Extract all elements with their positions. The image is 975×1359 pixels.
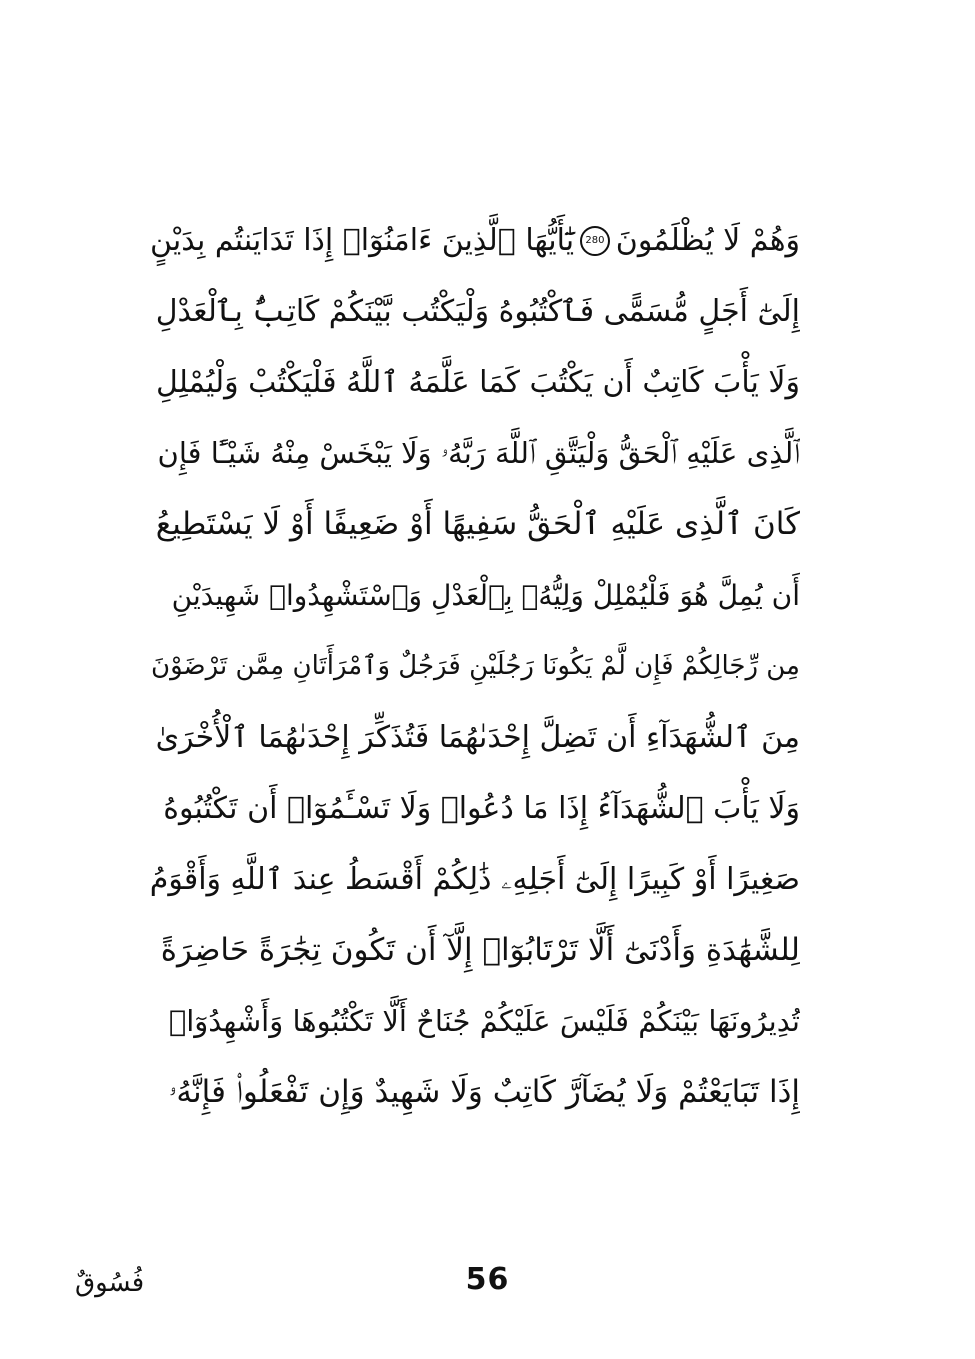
text-line-2-text: إِلَىٰٓ أَجَلٍ مُّسَمًّى فَٱكْتُبُوهُ وَلْيَكْتُب بَّيْنَكُمْ كَاتِبٌۢ بِٱلْعَدْلِ bbox=[155, 294, 800, 329]
text-line-3 bbox=[150, 347, 800, 418]
text-line-1-start: وَهُمْ لَا يُظْلَمُونَ bbox=[615, 223, 800, 258]
text-line-10 bbox=[150, 844, 800, 915]
text-line-7 bbox=[150, 631, 800, 702]
text-line-6 bbox=[150, 560, 800, 631]
text-line-5 bbox=[150, 489, 800, 560]
catchword: فُسُوقٌ bbox=[75, 1268, 145, 1298]
text-line-5-text: كَانَ ٱلَّذِى عَلَيْهِ ٱلْحَقُّ سَفِيهًا أَوْ ضَعِيفًا أَوْ لَا يَسْتَطِيعُ bbox=[155, 506, 800, 542]
text-line-9 bbox=[150, 773, 800, 844]
text-line-9-text: وَلَا يَأْبَ ٱلشُّهَدَآءُ إِذَا مَا دُعُوا۟ وَلَا تَسْـَٔمُوٓا۟ أَن تَكْتُبُوهُ bbox=[163, 791, 800, 826]
text-line-11 bbox=[150, 915, 800, 986]
text-line-8-text: مِنَ ٱلشُّهَدَآءِ أَن تَضِلَّ إِحْدَىٰهُمَا فَتُذَكِّرَ إِحْدَىٰهُمَا ٱلْأُخْرَىٰ bbox=[155, 720, 800, 755]
text-line-3-text: وَلَا يَأْبَ كَاتِبٌ أَن يَكْتُبَ كَمَا عَلَّمَهُ ٱللَّهُ فَلْيَكْتُبْ وَلْيُمْلِلِ bbox=[155, 365, 800, 400]
page-number: 56 bbox=[465, 1262, 510, 1297]
text-line-6-text: أَن يُمِلَّ هُوَ فَلْيُمْلِلْ وَلِيُّهُۥ بِٱلْعَدْلِ وَٱسْتَشْهِدُوا۟ شَهِيدَيْنِ bbox=[171, 579, 800, 612]
text-line-11-text: لِلشَّهَٰدَةِ وَأَدْنَىٰٓ أَلَّا تَرْتَابُوٓا۟ إِلَّآ أَن تَكُونَ تِجَٰرَةً حَاضِرَةً bbox=[160, 932, 800, 968]
text-line-1 bbox=[150, 205, 800, 276]
text-line-1-end: يَٰٓأَيُّهَا ٱلَّذِينَ ءَامَنُوٓا۟ إِذَا تَدَايَنتُم بِدَيْنٍ bbox=[150, 223, 575, 258]
text-line-4-text: ٱلَّذِى عَلَيْهِ ٱلْحَقُّ وَلْيَتَّقِ ٱللَّهَ رَبَّهُۥ وَلَا يَبْخَسْ مِنْهُ شَيْـًٔا فَإِن bbox=[157, 436, 800, 470]
text-line-13-text: إِذَا تَبَايَعْتُمْ وَلَا يُضَآرَّ كَاتِبٌ وَلَا شَهِيدٌ وَإِن تَفْعَلُوا۟ فَإِنَّهُۥ bbox=[168, 1074, 800, 1110]
text-line-13 bbox=[150, 1057, 800, 1128]
text-line-12 bbox=[150, 986, 800, 1057]
text-line-10-text: صَغِيرًا أَوْ كَبِيرًا إِلَىٰٓ أَجَلِهِۦ ذَٰلِكُمْ أَقْسَطُ عِندَ ٱللَّهِ وَأَقْوَمُ bbox=[150, 862, 800, 897]
verse-end-marker: 280 bbox=[580, 226, 610, 256]
text-line-12-text: تُدِيرُونَهَا بَيْنَكُمْ فَلَيْسَ عَلَيْكُمْ جُنَاحٌ أَلَّا تَكْتُبُوهَا وَأَشْهِدُوٓا۟ bbox=[168, 1004, 800, 1038]
text-line-2 bbox=[150, 276, 800, 347]
text-line-4 bbox=[150, 418, 800, 489]
text-line-7-text: مِن رِّجَالِكُمْ فَإِن لَّمْ يَكُونَا رَجُلَيْنِ فَرَجُلٌ وَٱمْرَأَتَانِ مِمَّن تَرْضَوْنَ bbox=[151, 651, 800, 681]
quran-text-block bbox=[150, 205, 800, 1185]
text-line-8 bbox=[150, 702, 800, 773]
